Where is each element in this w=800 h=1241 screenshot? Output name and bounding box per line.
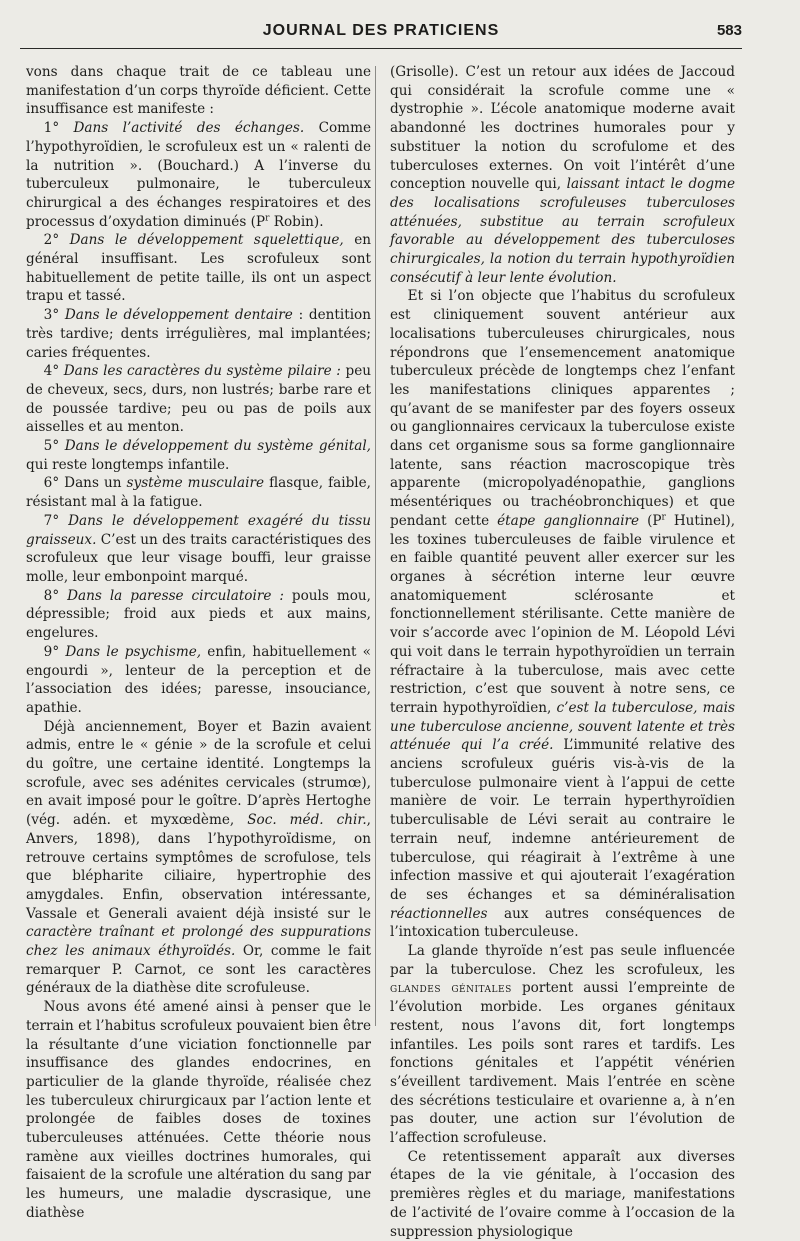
paragraph: 2° Dans le développement squelettique, en général insuffisant. Les scrofuleux sont habituellement de petite taille, ils ont un aspect trapu et tassé.	[26, 232, 371, 305]
paragraph: Ce retentissement apparaît aux diverses étapes de la vie génitale, à l’occasion des premières règles et du mariage, manifestations de l’activité de l’ovaire comme à l’occasion de la suppression physiologique	[390, 1148, 735, 1240]
paragraph: La glande thyroïde n’est pas seule influencée par la tuberculose. Chez les scrofuleux, les glandes génitales portent aussi l’empreinte de l’évolution morbide. Les organes génitaux restent, nous l’avons dit, fort longtemps infantiles. Les poils sont rares et tardifs. Les fonctions génitales et l’appétit vénérien s’éveillent tardivement. Mais l’entrée en scène des sécrétions testiculaire et ovarienne a, à n’en pas douter, une action sur l’évolution de l’affection scrofuleuse.	[390, 943, 735, 1147]
left-column	[26, 63, 371, 1223]
paragraph: 1° Dans l’activité des échanges. Comme l’hypothyroïdien, le scrofuleux est un « ralenti de la nutrition ». (Bouchard.) A l’inverse du tuberculeux pulmonaire, le tuberculeux chirurgical a des échanges respiratoires et des processus d’oxydation diminués ($P^r$ Robin).	[26, 120, 372, 230]
running-header	[20, 22, 742, 49]
paragraph: 7° Dans le développement exagéré du tissu graisseux. C’est un des traits caractéristiques des scrofuleux que leur visage bouffi, leur graisse molle, leur embonpoint marqué.	[26, 512, 371, 585]
paragraph: 6° Dans un système musculaire flasque, faible, résistant mal à la fatigue.	[26, 475, 371, 511]
paragraph: Et si l’on objecte que l’habitus du scrofuleux est cliniquement souvent antérieur aux localisations tuberculeuses chirurgicales, nous répondrons que l’ensemencement anatomique tuberculeux précède de longtemps chez l’enfant les manifestations cliniques apparentes ; qu’avant de se manifester par des foyers osseux ou ganglionnaires cervicaux la tuberculose existe dans cet organisme sous sa forme ganglionnaire latente, sans réaction macroscopique très apparente (micropolyadénopathie, ganglions mésentériques ou trachéobronchiques) et que pendant cette étape ganglionnaire ($P^r$ Hutinel), les toxines tuberculeuses de faible virulence et en faible quantité peuvent aller exercer sur les organes à sécrétion interne leur œuvre anatomiquement sclérosante et fonctionnellement stérilisante. Cette manière de voir s’accorde avec l’opinion de M. Léopold Lévi qui voit dans le terrain hypothyroïdien un terrain réfractaire à la tuberculose, mais avec cette restriction, c’est que souvent à notre sens, ce terrain hypothyroïdien, c’est la tuberculose, mais une tuberculose ancienne, souvent latente et très atténuée qui l’a créé. L’immunité relative des anciens scrofuleux guéris vis-à-vis de la tuberculose pulmonaire vient à l’appui de cette manière de voir. Le terrain hyperthyroïdien tuberculisable de Lévi serait au contraire le terrain neuf, indemne antérieurement de tuberculose, qui réagirait à l’extrême à une infection massive et qui ajouterait l’exagération de ses échanges et sa déminéralisation réactionnelles aux autres conséquences de l’intoxication tuberculeuse.	[390, 288, 736, 941]
column-divider	[375, 66, 376, 1026]
paragraph: 4° Dans les caractères du système pilaire : peu de cheveux, secs, durs, non lustrés; barbe rare et de poussée tardive; peu ou pas de poils aux aisselles et au menton.	[26, 363, 372, 436]
paragraph: 3° Dans le développement dentaire : dentition très tardive; dents irrégulières, mal implantées; caries fréquentes.	[26, 307, 371, 361]
page-number: 583	[716, 22, 742, 39]
paragraph: 8° Dans la paresse circulatoire : pouls mou, dépressible; froid aux pieds et aux mains, engelures.	[26, 587, 371, 642]
paragraph: vons dans chaque trait de ce tableau une manifestation d’un corps thyroïde déficient. Cette insuffisance est manifeste :	[26, 64, 371, 118]
journal-title: JOURNAL DES PRATICIENS	[262, 22, 500, 39]
paragraph: 5° Dans le développement du système génital, qui reste longtemps infantile.	[26, 438, 371, 473]
right-column	[390, 63, 735, 1241]
paragraph: 9° Dans le psychisme, enfin, habituellement « engourdi », lenteur de la perception et de l’association des idées; paresse, insouciance, apathie.	[26, 643, 371, 716]
paragraph: Déjà anciennement, Boyer et Bazin avaient admis, entre le « génie » de la scrofule et celui du goître, une certaine identité. Longtemps la scrofule, avec ses adénites cervicales (strumœ), en avait imposé pour le goître. D’après Hertoghe (vég. adén. et myxœdème, Soc. méd. chir., Anvers, 1898), dans l’hypothyroïdisme, on retrouve certains symptômes de scrofulose, tels que blépharite ciliaire, hypertrophie des amygdales. Enfin, observation intéressante, Vassale et Generali avaient déjà insisté sur le caractère traînant et prolongé des suppurations chez les animaux éthyroïdés. Or, comme le fait remarquer P. Carnot, ce sont les caractères généraux de la diathèse dite scrofuleuse.	[26, 718, 372, 997]
paragraph: Nous avons été amené ainsi à penser que le terrain et l’habitus scrofuleux pouvaient bien être la résultante d’une viciation fonctionnelle par insuffisance des glandes endocrines, en particulier de la glande thyroïde, réalisée chez les tuberculeux chirurgicaux par l’action lente et prolongée de faibles doses de toxines tuberculeuses atténuées. Cette théorie nous ramène aux vieilles doctrines humorales, qui faisaient de la scrofule une altération du sang par les humeurs, une maladie dyscrasique, une diathèse	[26, 999, 371, 1221]
paragraph: (Grisolle). C’est un retour aux idées de Jaccoud qui considérait la scrofule comme une « dystrophie ». L’école anatomique moderne avait abandonné les doctrines humorales pour y substituer la notion du scrofulome et des tuberculoses externes. On voit l’intérêt d’une conception nouvelle qui, laissant intact le dogme des localisations scrofuleuses tuberculoses atténuées, substitue au terrain scrofuleux favorable au développement des tuberculoses chirurgicales, la notion du terrain hypothyroïdien consécutif à leur lente évolution.	[390, 64, 735, 286]
